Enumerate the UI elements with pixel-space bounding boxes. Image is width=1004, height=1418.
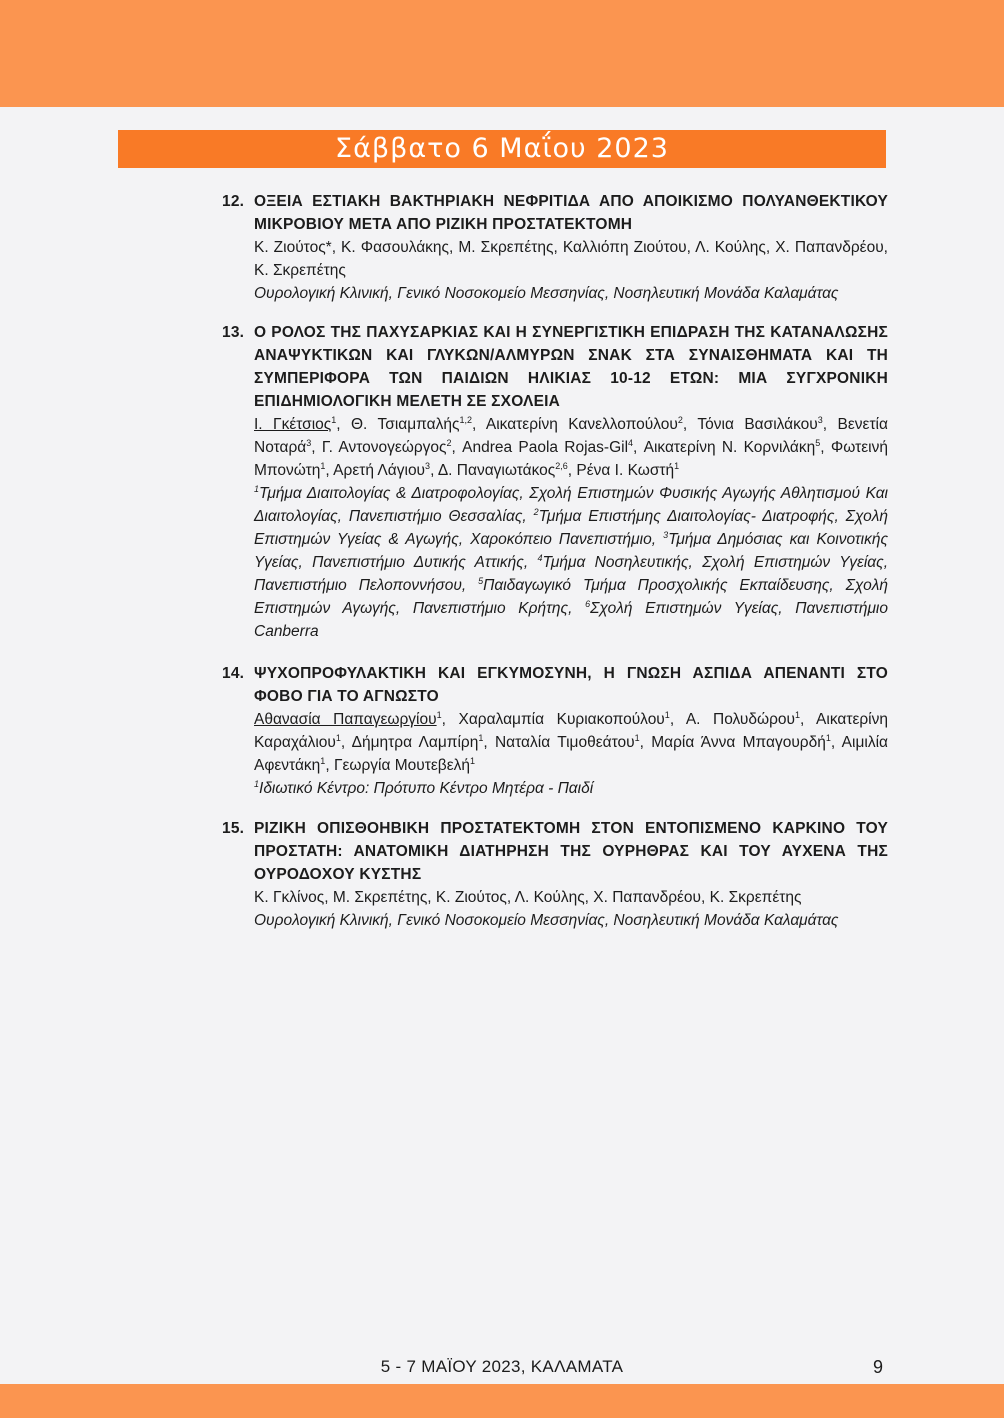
- author-sup: 2,6: [555, 460, 568, 471]
- page-number: 9: [873, 1357, 884, 1377]
- abstract-title: [222, 817, 888, 886]
- author: Χαραλαμπία Κυριακοπούλου: [458, 711, 665, 728]
- abstract-number: 12.: [222, 193, 245, 210]
- affiliation: Σχολή Επιστημών Υγείας, Πανεπιστήμιο Canberra: [254, 600, 889, 640]
- author-sup: 1: [436, 709, 442, 720]
- affil-sup: 1: [254, 483, 260, 494]
- abstract-affiliation: Ουρολογική Κλινική, Γενικό Νοσοκομείο Μεσσηνίας, Νοσηλευτική Μονάδα Καλαμάτας: [254, 285, 839, 302]
- affil-sup: 5: [478, 575, 484, 586]
- author: Αικατερίνη Καραχάλιου: [254, 711, 888, 751]
- abstract-affiliation: Ουρολογική Κλινική, Γενικό Νοσοκομείο Μεσσηνίας, Νοσηλευτική Μονάδα Καλαμάτας: [254, 912, 839, 929]
- abstract-authors: Κ. Ζιούτος*, Κ. Φασουλάκης, Μ. Σκρεπέτης, Καλλιόπη Ζιούτου, Λ. Κούλης, Χ. Παπανδρέου, Κ. Σκρεπέτης: [254, 239, 888, 279]
- abstract-authors: Αθανασία Παπαγεωργίου$^1$, Χαραλαμπία Κυριακοπούλου$^1$, Α. Πολυδώρου$^1$, Αικατερίνη Καραχάλιου$^1$, Δήμητρα Λαμπίρη$^1$, Ναταλία Τιμοθεάτου$^1$, Μαρία Άννα Μπαγουρδή$^1$, Αιμιλία Αφεντάκη$^1$, Γεωργία Μουτεβελή$^1$: [254, 709, 888, 774]
- author: Τόνια Βασιλάκου: [697, 416, 818, 433]
- author-sup: 1: [320, 460, 326, 471]
- presenter-author: Ι. Γκέτσιος: [254, 416, 332, 433]
- affiliation: Τμήμα Δημόσιας και Κοινοτικής Υγείας, Πανεπιστήμιο Δυτικής Αττικής: [254, 531, 888, 571]
- author-sup: 1,2: [459, 414, 472, 425]
- affil-sup: 1: [254, 778, 260, 789]
- author: Andrea Paola Rojas-Gil: [462, 439, 629, 456]
- author: Δ. Παναγιωτάκος: [437, 462, 556, 479]
- author-sup: 1: [634, 732, 640, 743]
- top-decorative-bar: [0, 0, 1004, 107]
- abstract-title-text: ΟΞΕΙΑ ΕΣΤΙΑΚΗ ΒΑΚΤΗΡΙΑΚΗ ΝΕΦΡΙΤΙΔΑ ΑΠΟ ΑΠΟΙΚΙΣΜΟ ΠΟΛΥΑΝΘΕΚΤΙΚΟΥ ΜΙΚΡΟΒΙΟΥ ΜΕΤΑ ΑΠΟ ΡΙΖΙΚΗ ΠΡΟΣΤΑΤΕΚΤΟΜΗ: [254, 193, 888, 233]
- abstract-number: 15.: [222, 820, 245, 837]
- abstract-15: [222, 817, 888, 932]
- affil-sup: 2: [533, 506, 539, 517]
- presenter-author: Αθανασία Παπαγεωργίου: [254, 711, 437, 728]
- affil-sup: 6: [585, 598, 591, 609]
- author-sup: 1: [825, 732, 831, 743]
- abstract-affiliations: $^1$Τμήμα Διαιτολογίας & Διατροφολογίας, Σχολή Επιστημών Φυσικής Αγωγής Αθλητισμού Και Διαιτολογίας, Πανεπιστήμιο Θεσσαλίας, $^2$Τμήμα Επιστήμης Διαιτολογίας- Διατροφής, Σχολή Επιστημών Υγείας & Αγωγής, Χαροκόπειο Πανεπιστήμιο, $^3$Τμήμα Δημόσιας και Κοινοτικής Υγείας, Πανεπιστήμιο Δυτικής Αττικής, $^4$Τμήμα Νοσηλευτικής, Σχολή Επιστημών Υγείας, Πανεπιστήμιο Πελοποννήσου, $^5$Παιδαγωγικό Τμήμα Προσχολικής Εκπαίδευσης, Σχολή Επιστημών Αγωγής, Πανεπιστήμιο Κρήτης, $^6$Σχολή Επιστημών Υγείας, Πανεπιστήμιο Canberra: [254, 483, 889, 640]
- abstract-authors: Ι. Γκέτσιος$^1$, Θ. Τσιαμπαλής$^{1,2}$, Αικατερίνη Κανελλοπούλου$^2$, Τόνια Βασιλάκου$^3$, Βενετία Νοταρά$^3$, Γ. Αντονογεώργος$^2$, Andrea Paola Rojas-Gil$^4$, Αικατερίνη Ν. Κορνιλάκη$^5$, Φωτεινή Μπονώτη$^1$, Αρετή Λάγιου$^3$, Δ. Παναγιωτάκος$^{2,6}$, Ρένα Ι. Κωστή$^1$: [254, 414, 888, 479]
- author-sup: 1: [320, 755, 326, 766]
- abstract-12: [222, 190, 888, 305]
- author-sup: 3: [817, 414, 823, 425]
- author: Θ. Τσιαμπαλής: [351, 416, 460, 433]
- abstract-affiliations: [222, 777, 888, 800]
- author-sup: 2: [446, 437, 452, 448]
- author-sup: 4: [628, 437, 634, 448]
- author: Μαρία Άννα Μπαγουρδή: [651, 734, 826, 751]
- abstract-number: 14.: [222, 665, 245, 682]
- author-sup: 3: [425, 460, 431, 471]
- author-sup: 1: [795, 709, 801, 720]
- author-sup: 1: [664, 709, 670, 720]
- author: Αρετή Λάγιου: [333, 462, 426, 479]
- author: Φωτεινή Μπονώτη: [254, 439, 888, 479]
- author: Αικατερίνη Ν. Κορνιλάκη: [643, 439, 816, 456]
- author: Βενετία Νοταρά: [254, 416, 888, 456]
- footer-event: 5 - 7 ΜΑΪΟΥ 2023, ΚΑΛΑΜΑΤΑ: [380, 1357, 624, 1376]
- author-sup: 1: [674, 460, 680, 471]
- author-sup: 1: [335, 732, 341, 743]
- author: Δήμητρα Λαμπίρη: [351, 734, 479, 751]
- abstract-13: [222, 321, 888, 643]
- abstract-14: [222, 662, 888, 800]
- abstract-authors: Κ. Γκλίνος, Μ. Σκρεπέτης, Κ. Ζιούτος, Λ. Κούλης, Χ. Παπανδρέου, Κ. Σκρεπέτης: [254, 889, 802, 906]
- abstract-title: [222, 662, 888, 708]
- author: Γ. Αντονογεώργος: [321, 439, 447, 456]
- affil-sup: 4: [537, 552, 543, 563]
- bottom-decorative-bar: [0, 1384, 1004, 1418]
- abstract-title: [222, 190, 888, 236]
- author: Αικατερίνη Κανελλοπούλου: [485, 416, 678, 433]
- affiliation: Τμήμα Νοσηλευτικής, Σχολή Επιστημών Υγείας, Πανεπιστήμιο Πελοποννήσου: [254, 554, 888, 594]
- affiliation: Τμήμα Διαιτολογίας & Διατροφολογίας, Σχολή Επιστημών Φυσικής Αγωγής Αθλητισμού Και Διαιτολογίας, Πανεπιστήμιο Θεσσαλίας: [254, 485, 888, 525]
- abstract-title-text: ΨΥΧΟΠΡΟΦΥΛΑΚΤΙΚΗ ΚΑΙ ΕΓΚΥΜΟΣΥΝΗ, Η ΓΝΩΣΗ ΑΣΠΙΔΑ ΑΠΕΝΑΝΤΙ ΣΤΟ ΦΟΒΟ ΓΙΑ ΤΟ ΑΓΝΩΣΤΟ: [254, 665, 888, 705]
- author: Ναταλία Τιμοθεάτου: [494, 734, 635, 751]
- date-banner: Σάββατο 6 Μαΐου 2023: [118, 130, 886, 168]
- author-sup: 2: [677, 414, 683, 425]
- author-sup: 5: [815, 437, 821, 448]
- abstract-title-text: ΡΙΖΙΚΗ ΟΠΙΣΘΟΗΒΙΚΗ ΠΡΟΣΤΑΤΕΚΤΟΜΗ ΣΤΟΝ ΕΝΤΟΠΙΣΜΕΝΟ ΚΑΡΚΙΝΟ ΤΟΥ ΠΡΟΣΤΑΤΗ: ΑΝΑΤΟΜΙΚΗ ΔΙΑΤΗΡΗΣΗ ΤΗΣ ΟΥΡΗΘΡΑΣ ΚΑΙ ΤΟΥ ΑΥΧΕΝΑ ΤΗΣ ΟΥΡΟΔΟΧΟΥ ΚΥΣΤΗΣ: [254, 820, 888, 883]
- author-sup: 1: [331, 414, 337, 425]
- abstract-number: 13.: [222, 324, 245, 341]
- author-sup: 1: [470, 755, 476, 766]
- affiliation: Ιδιωτικό Κέντρο: Πρότυπο Κέντρο Μητέρα - Παιδί: [259, 780, 594, 797]
- affil-sup: 3: [663, 529, 669, 540]
- author: Γεωργία Μουτεβελή: [333, 757, 471, 774]
- abstract-title: [222, 321, 888, 413]
- affiliation: Τμήμα Επιστήμης Διαιτολογίας- Διατροφής, Σχολή Επιστημών Υγείας & Αγωγής, Χαροκόπειο Πανεπιστήμιο: [254, 508, 888, 548]
- author: Αιμιλία Αφεντάκη: [254, 734, 888, 774]
- author: Α. Πολυδώρου: [685, 711, 796, 728]
- affiliation: Παιδαγωγικό Τμήμα Προσχολικής Εκπαίδευσης, Σχολή Επιστημών Αγωγής, Πανεπιστήμιο Κρήτης: [254, 577, 888, 617]
- abstract-title-text: Ο ΡΟΛΟΣ ΤΗΣ ΠΑΧΥΣΑΡΚΙΑΣ ΚΑΙ Η ΣΥΝΕΡΓΙΣΤΙΚΗ ΕΠΙΔΡΑΣΗ ΤΗΣ ΚΑΤΑΝΑΛΩΣΗΣ ΑΝΑΨΥΚΤΙΚΩΝ ΚΑΙ ΓΛΥΚΩΝ/ΑΛΜΥΡΩΝ ΣΝΑΚ ΣΤΑ ΣΥΝΑΙΣΘΗΜΑΤΑ ΚΑΙ ΤΗ ΣΥΜΠΕΡΙΦΟΡΑ ΤΩΝ ΠΑΙΔΙΩΝ ΗΛΙΚΙΑΣ 10-12 ΕΤΩΝ: ΜΙΑ ΣΥΓΧΡΟΝΙΚΗ ΕΠΙΔΗΜΙΟΛΟΓΙΚΗ ΜΕΛΕΤΗ ΣΕ ΣΧΟΛΕΙΑ: [254, 324, 888, 410]
- author-sup: 3: [306, 437, 312, 448]
- author: Ρένα Ι. Κωστή: [576, 462, 675, 479]
- author-sup: 1: [478, 732, 484, 743]
